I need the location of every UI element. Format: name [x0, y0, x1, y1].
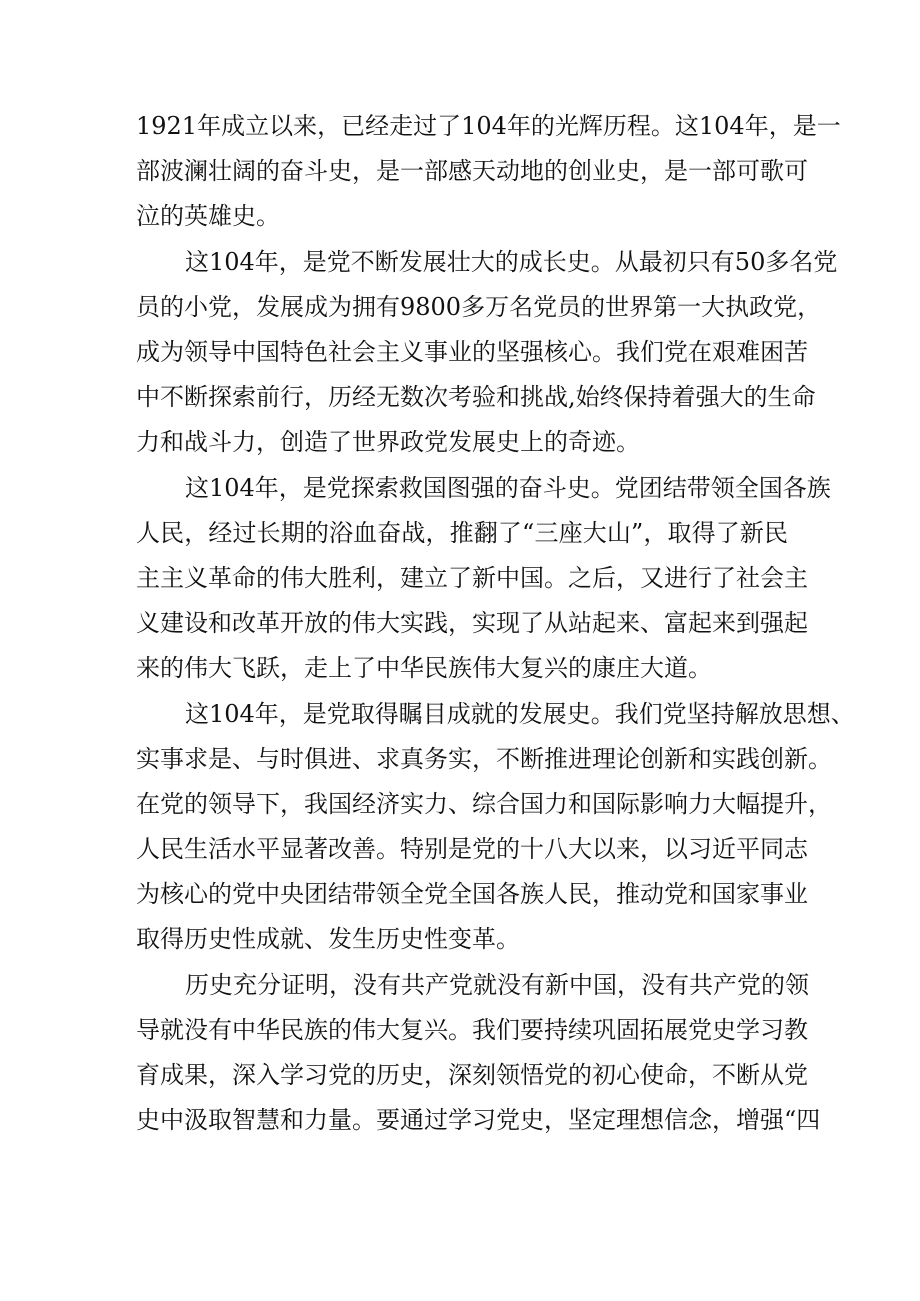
text-line: 来的伟大飞跃，走上了中华民族伟大复兴的康庄大道。: [136, 654, 712, 682]
text-line: 导就没有中华民族的伟大复兴。我们要持续巩固拓展党史学习教: [136, 1016, 808, 1044]
text-line: 人民，经过长期的浴血奋战，推翻了“三座大山”，取得了新民: [136, 519, 788, 547]
text-line: 育成果，深入学习党的历史，深刻领悟党的初心使命，不断从党: [136, 1061, 808, 1089]
text-line: 历史充分证明，没有共产党就没有新中国，没有共产党的领: [185, 971, 809, 999]
text-line: 中不断探索前行，历经无数次考验和挑战,始终保持着强大的生命: [136, 383, 816, 411]
paragraph-2: [136, 240, 838, 465]
paragraph-3: [136, 466, 831, 691]
text-line: 这104年，是党不断发展壮大的成长史。从最初只有50多名党: [185, 248, 838, 276]
document-body: [136, 104, 855, 1144]
text-line: 义建设和改革开放的伟大实践，实现了从站起来、富起来到强起: [136, 609, 808, 637]
text-line: 史中汲取智慧和力量。要通过学习党史，坚定理想信念，增强“四: [136, 1106, 821, 1134]
paragraph-1: [136, 104, 841, 239]
text-line: 力和战斗力，创造了世界政党发展史上的奇迹。: [136, 428, 640, 456]
text-line: 主主义革命的伟大胜利，建立了新中国。之后，又进行了社会主: [136, 564, 808, 592]
text-line: 实事求是、与时俱进、求真务实，不断推进理论创新和实践创新。: [136, 745, 832, 773]
text-line: 成为领导中国特色社会主义事业的坚强核心。我们党在艰难困苦: [136, 338, 808, 366]
text-line: 这104年，是党取得瞩目成就的发展史。我们党坚持解放思想、: [185, 700, 855, 728]
text-line: 取得历史性成就、发生历史性变革。: [136, 925, 520, 953]
text-line: 在党的领导下，我国经济实力、综合国力和国际影响力大幅提升，: [136, 790, 832, 818]
text-line: 部波澜壮阔的奋斗史，是一部感天动地的创业史，是一部可歌可: [136, 157, 808, 185]
paragraph-5: [136, 963, 821, 1143]
text-line: 为核心的党中央团结带领全党全国各族人民，推动党和国家事业: [136, 880, 808, 908]
text-line: 泣的英雄史。: [136, 202, 280, 230]
text-line: 这104年，是党探索救国图强的奋斗史。党团结带领全国各族: [185, 474, 831, 502]
text-line: 员的小党，发展成为拥有9800多万名党员的世界第一大执政党，: [136, 293, 822, 321]
text-line: 1921年成立以来，已经走过了104年的光辉历程。这104年，是一: [136, 112, 841, 140]
paragraph-4: [136, 692, 855, 962]
text-line: 人民生活水平显著改善。特别是党的十八大以来，以习近平同志: [136, 835, 808, 863]
